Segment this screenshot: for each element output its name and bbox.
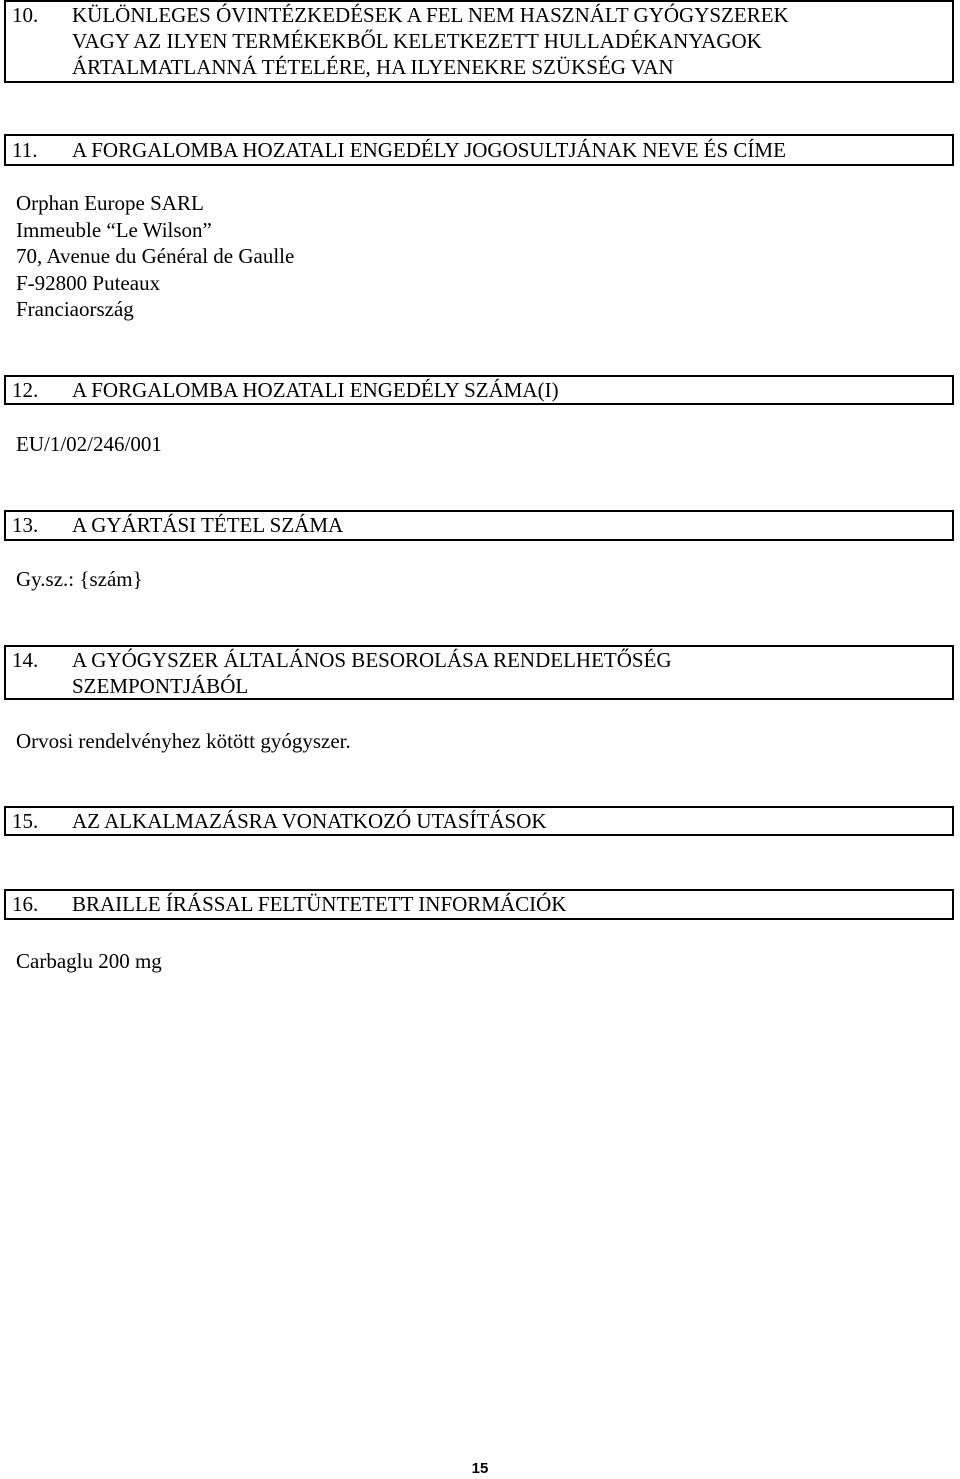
- section-11-title: A FORGALOMBA HOZATALI ENGEDÉLY JOGOSULTJÁNAK NEVE ÉS CÍME: [72, 138, 786, 162]
- holder-country: Franciaország: [16, 297, 134, 321]
- batch-number: Gy.sz.: {szám}: [16, 567, 143, 591]
- section-14-title-line-1: A GYÓGYSZER ÁLTALÁNOS BESOROLÁSA RENDELHETŐSÉG: [72, 648, 672, 672]
- section-10-title-line-3: ÁRTALMATLANNÁ TÉTELÉRE, HA ILYENEKRE SZÜKSÉG VAN: [72, 55, 674, 79]
- section-11-number: 11.: [12, 138, 38, 162]
- holder-street: 70, Avenue du Général de Gaulle: [16, 244, 295, 268]
- section-13-title: A GYÁRTÁSI TÉTEL SZÁMA: [72, 513, 344, 537]
- braille-text: Carbaglu 200 mg: [16, 949, 162, 973]
- page-number: 15: [471, 1460, 489, 1477]
- section-14-title-line-2: SZEMPONTJÁBÓL: [72, 674, 249, 698]
- holder-name: Orphan Europe SARL: [16, 191, 204, 215]
- prescription-status: Orvosi rendelvényhez kötött gyógyszer.: [16, 729, 351, 753]
- holder-building: Immeuble “Le Wilson”: [16, 218, 212, 242]
- authorisation-number: EU/1/02/246/001: [16, 432, 162, 456]
- section-12-title: A FORGALOMBA HOZATALI ENGEDÉLY SZÁMA(I): [72, 378, 559, 402]
- section-13-number: 13.: [12, 513, 39, 537]
- section-10-number: 10.: [12, 3, 39, 27]
- section-10-title-line-1: KÜLÖNLEGES ÓVINTÉZKEDÉSEK A FEL NEM HASZNÁLT GYÓGYSZEREK: [72, 3, 789, 27]
- holder-city: F-92800 Puteaux: [16, 271, 161, 295]
- section-10-title-line-2: VAGY AZ ILYEN TERMÉKEKBŐL KELETKEZETT HULLADÉKANYAGOK: [72, 29, 762, 53]
- section-15-number: 15.: [12, 809, 39, 833]
- section-14-number: 14.: [12, 648, 39, 672]
- section-16-number: 16.: [12, 892, 39, 916]
- section-15-title: AZ ALKALMAZÁSRA VONATKOZÓ UTASÍTÁSOK: [72, 809, 547, 833]
- section-16-title: BRAILLE ÍRÁSSAL FELTÜNTETETT INFORMÁCIÓK: [72, 892, 567, 916]
- section-12-number: 12.: [12, 378, 39, 402]
